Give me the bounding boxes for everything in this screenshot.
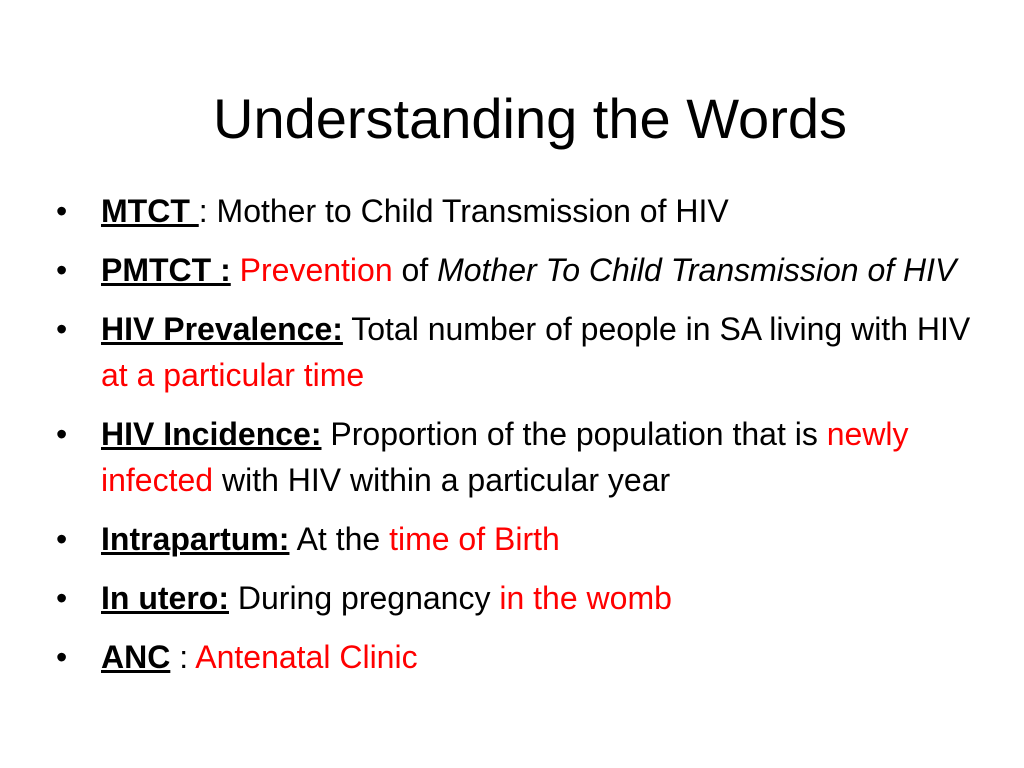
definition-text: At the bbox=[289, 521, 390, 557]
definition-text: Proportion of the population that is bbox=[321, 416, 827, 452]
term: In utero: bbox=[101, 580, 229, 616]
bullet-mtct bbox=[56, 188, 976, 234]
bullet-dot: • bbox=[56, 252, 68, 288]
bullet-dot: • bbox=[56, 311, 68, 347]
separator: : bbox=[170, 639, 196, 675]
bullet-dot: • bbox=[56, 193, 68, 229]
term: ANC bbox=[101, 639, 171, 675]
definition-text: of bbox=[392, 252, 438, 288]
slide-title: Understanding the Words bbox=[213, 87, 847, 150]
bullet-pmtct bbox=[56, 247, 976, 293]
highlight: newly infected bbox=[101, 416, 909, 498]
bullet-hiv-incidence bbox=[56, 411, 976, 503]
separator: : bbox=[198, 193, 217, 229]
bullet-dot: • bbox=[56, 521, 68, 557]
bullet-anc bbox=[56, 634, 976, 680]
bullet-dot: • bbox=[56, 639, 68, 675]
bullet-in-utero bbox=[56, 575, 976, 621]
bullet-list bbox=[56, 188, 976, 693]
highlight: Prevention bbox=[239, 252, 393, 288]
definition-text: During pregnancy bbox=[228, 580, 500, 616]
bullet-hiv-prevalence bbox=[56, 306, 976, 398]
definition: Mother to Child Transmission of HIV bbox=[216, 193, 729, 229]
highlight: at a particular time bbox=[101, 357, 365, 393]
definition-text: with HIV within a particular year bbox=[213, 462, 671, 498]
bullet-dot: • bbox=[56, 416, 68, 452]
term: Intrapartum: bbox=[101, 521, 290, 557]
highlight: Antenatal Clinic bbox=[195, 639, 418, 675]
term: HIV Incidence: bbox=[101, 416, 322, 452]
separator bbox=[231, 252, 240, 288]
highlight: in the womb bbox=[499, 580, 672, 616]
definition-text: Total number of people in SA living with HIV bbox=[342, 311, 971, 347]
bullet-dot: • bbox=[56, 580, 68, 616]
term: MTCT bbox=[101, 193, 199, 229]
definition-italic: Mother To Child Transmission of HIV bbox=[437, 252, 957, 288]
highlight: time of Birth bbox=[389, 521, 560, 557]
term: PMTCT : bbox=[101, 252, 231, 288]
bullet-intrapartum bbox=[56, 516, 976, 562]
term: HIV Prevalence: bbox=[101, 311, 343, 347]
